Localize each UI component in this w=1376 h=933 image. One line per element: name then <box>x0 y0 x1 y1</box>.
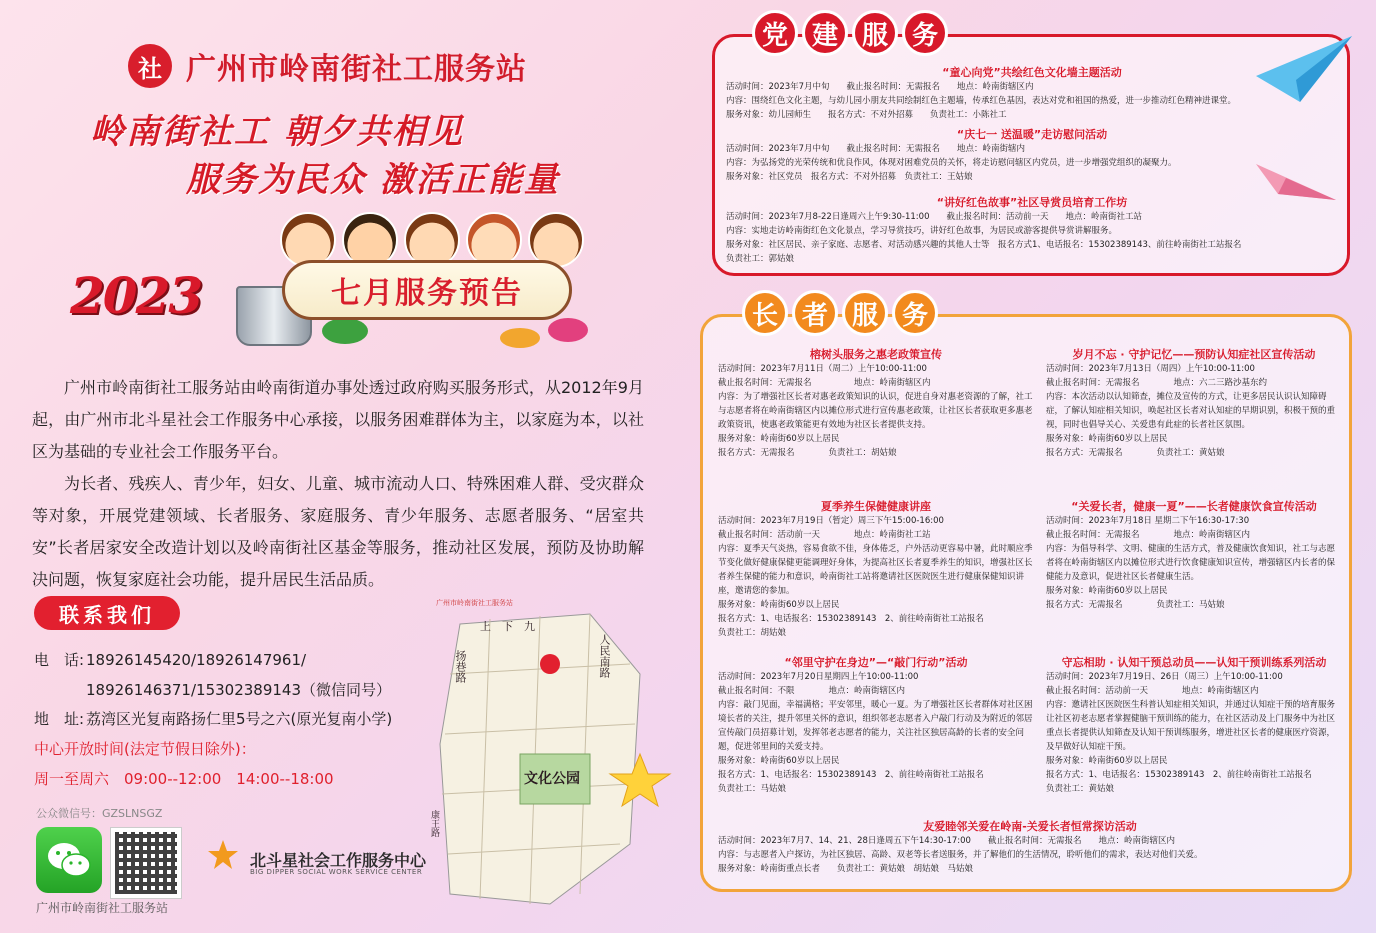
opening-hours: 周一至周六 09:00--12:00 14:00--18:00 <box>34 770 334 788</box>
activity-line: 活动时间：2023年7月13日（周四）上午10:00-11:00 <box>1046 364 1255 374</box>
activity-line: 服务对象：岭南街60岁以上居民 <box>718 756 840 766</box>
activity-title: 守忘相助 · 认知干预总动员——认知干预训练系列活动 <box>1061 656 1327 669</box>
activity-line: 服务对象：幼儿园师生 报名方式：不对外招募 负责社工：小陈社工 <box>726 110 1007 120</box>
intro-text <box>32 372 644 596</box>
address-label: 地 址: <box>34 710 85 728</box>
contact-title: 联系我们 <box>34 596 180 630</box>
elder-activity-right-2 <box>1046 498 1342 612</box>
activity-line: 活动时间：2023年7月20日星期四上午10:00-11:00 <box>718 672 919 682</box>
activity-line: 服务对象：岭南街60岁以上居民 <box>718 600 840 610</box>
activity-line: 截止报名时间：不限 地点：岭南街辖区内 <box>718 686 906 696</box>
activity-line: 活动时间：2023年7月19日（暂定）周三下午15:00-16:00 <box>718 516 944 526</box>
elder-head-char: 服 <box>842 290 888 336</box>
activity-line: 负责社工：胡姑娘 <box>718 628 787 638</box>
party-activity-1 <box>726 64 1338 122</box>
map-title: 广州市岭南街社工服务站 <box>436 599 513 607</box>
activity-line: 报名方式：1、电话报名：15302389143 2、前往岭南街社工站报名 <box>1046 770 1312 780</box>
elder-activity-left-2 <box>718 498 1034 640</box>
slogan-line-2: 服务为民众 激活正能量 <box>186 160 560 200</box>
activity-line: 截止报名时间：活动前一天 地点：岭南街社工站 <box>718 530 931 540</box>
activity-line: 内容：围绕红色文化主题，与幼儿园小朋友共同绘制红色主题墙，传承红色基因，表达对党和祖国的热爱，进一步推动红色精神进课堂。 <box>726 96 1237 106</box>
activity-line: 报名方式：1、电话报名：15302389143 2、前往岭南街社工站报名 <box>718 770 984 780</box>
elder-activity-right-1 <box>1046 346 1342 460</box>
activity-title: “童心向党”共绘红色文化墙主题活动 <box>942 66 1122 79</box>
map-label-park: 文化公园 <box>524 771 580 787</box>
month-banner: 七月服务预告 <box>282 260 572 320</box>
activity-line: 服务对象：岭南街60岁以上居民 <box>1046 756 1168 766</box>
activity-line: 活动时间：2023年7月7、14、21、28日逢周五下午14:30-17:00 截止报名时间：无需报名 地点：岭南街辖区内 <box>718 836 1175 846</box>
activity-line: 内容：本次活动以认知筛查，摊位及宣传的方式，让更多居民认识认知障碍症，了解认知症相关知识，唤起社区长者对认知症的早期识别，积极干预的重视，同时也倡导关心、关爱患有此症的长者社区氛围。 <box>1046 392 1336 430</box>
activity-line: 负责社工：郭姑娘 <box>726 254 795 264</box>
phone-numbers-2: 18926146371/15302389143（微信同号） <box>86 681 392 699</box>
activity-title: “邻里守护在身边”—“敲门行动”活动 <box>784 656 968 669</box>
elder-activity-left-3 <box>718 654 1034 796</box>
activity-line: 内容：与志愿者入户探访，为社区独居、高龄、双老等长者送服务，并了解他们的生活情况，聆听他们的需求，表达对他们关爱。 <box>718 850 1203 860</box>
activity-line: 截止报名时间：活动前一天 地点：岭南街辖区内 <box>1046 686 1259 696</box>
party-head-char: 党 <box>752 10 798 56</box>
elder-activity-right-3 <box>1046 654 1342 796</box>
activity-line: 截止报名时间：无需报名 地点：六二三路沙基东约 <box>1046 378 1268 388</box>
opening-hours-label: 中心开放时间(法定节假日除外)： <box>34 740 256 758</box>
activity-line: 活动时间：2023年7月19日、26日（周三）上午10:00-11:00 <box>1046 672 1283 682</box>
activity-line: 报名方式：1、电话报名：15302389143 2、前往岭南街社工站报名 <box>718 614 984 624</box>
elder-activity-left-1 <box>718 346 1034 460</box>
activity-line: 内容：敲门见面，幸福满格；平安邻里，暖心一夏。为了增强社区长者群体对社区困境长者的关注，提升邻里关怀的意识，组织邻老志愿者入户敲门行动及为附近的邻居宣传敲门员招募计划，发挥邻老志愿者的能力，关注社区独居高龄的长者的安全问题，促进邻里间的关爱支持。 <box>718 700 1033 752</box>
activity-line: 服务对象：社区居民、亲子家庭、志愿者、对活动感兴趣的其他人士等 报名方式1、电话报名：15302389143、前往岭南街社工站报名 <box>726 240 1242 250</box>
activity-title: 榕树头服务之惠老政策宣传 <box>810 348 942 361</box>
elder-service-heading <box>742 290 938 336</box>
activity-line: 活动时间：2023年7月8-22日逢周六上午9:30-11:00 截止报名时间：活动前一天 地点：岭南街社工站 <box>726 212 1142 222</box>
activity-line: 服务对象：岭南街重点长者 负责社工：黄姑娘 胡姑娘 马姑娘 <box>718 864 974 874</box>
map-label-ren: 人民南路 <box>598 634 611 678</box>
location-map <box>430 594 690 914</box>
map-label-side: 康王路 <box>429 810 439 837</box>
activity-title: 友爱睦邻关爱在岭南-关爱长者恒常探访活动 <box>923 820 1137 833</box>
phone-label: 电 话: <box>34 651 85 669</box>
activity-line: 截止报名时间：无需报名 地点：岭南街辖区内 <box>1046 530 1251 540</box>
phone-numbers-1: 18926145420/18926147961/ <box>86 651 307 669</box>
slogan-line-1: 岭南街社工 朝夕共相见 <box>90 112 464 152</box>
intro-paragraph-2: 为长者、残疾人、青少年，妇女、儿童、城市流动人口、特殊困难人群、受灾群众等对象，开展党建领域、长者服务、家庭服务、青少年服务、志愿者服务、“居室共安”长者居家安全改造计划以及岭南街社区基金等服务，推动社区发展，预防及协助解决问题，恢复家庭社会功能，提升居民生活品质。 <box>32 474 644 589</box>
activity-line: 报名方式：无需报名 负责社工：胡姑娘 <box>718 448 897 458</box>
map-label-yang: 扬巷路 <box>454 650 467 683</box>
address: 荔湾区光复南路扬仁里5号之六(原光复南小学) <box>86 710 393 728</box>
intro-paragraph-1: 广州市岭南街社工服务站由岭南街道办事处透过政府购买服务形式，从2012年9月起，由广州市北斗星社会工作服务中心承接，以服务困难群体为主，以家庭为本，以社区为基础的专业社会工作服务平台。 <box>32 378 644 461</box>
activity-line: 内容：邀请社区医院医生科普认知症相关知识，并通过认知症干预的培育服务让社区初老志愿者掌握健脑干预训练的能力，在社区活动及上门服务中为社区重点长者提供认知筛查及认知干预训练服务，增进社区长者的健康医疗资源，及早做好认知症干预。 <box>1046 700 1336 752</box>
party-activity-3 <box>726 194 1338 266</box>
activity-line: 负责社工：黄姑娘 <box>1046 784 1115 794</box>
paper-plane-icon <box>1256 150 1336 202</box>
activity-line: 内容：为倡导科学、文明、健康的生活方式，普及健康饮食知识，社工与志愿者将在岭南街辖区内以摊位形式进行饮食健康知识宣传，增强辖区内长者的保健能力及意识，促进社区长者健康生活。 <box>1046 544 1336 582</box>
activity-title: “庆七一 送温暖”走访慰问活动 <box>956 128 1108 141</box>
paper-plane-icon <box>1256 36 1352 106</box>
party-head-char: 建 <box>802 10 848 56</box>
activity-title: “关爱长者，健康一夏”——长者健康饮食宣传活动 <box>1071 500 1317 513</box>
map-label-upper: 上 下 九 <box>480 620 535 633</box>
activity-line: 服务对象：岭南街60岁以上居民 <box>718 434 840 444</box>
activity-line: 内容：为弘扬党的光荣传统和优良作风，体现对困难党员的关怀，将走访慰问辖区内党员，进一步增强党组织的凝聚力。 <box>726 158 1177 168</box>
elder-head-char: 务 <box>892 290 938 336</box>
wechat-account: 公众微信号：GZSLNSGZ <box>36 807 163 820</box>
wechat-icon <box>36 827 102 893</box>
activity-title: 夏季养生保健健康讲座 <box>821 500 931 513</box>
party-head-char: 服 <box>852 10 898 56</box>
activity-title: 岁月不忘 · 守护记忆——预防认知症社区宣传活动 <box>1072 348 1316 361</box>
org-title: 广州市岭南街社工服务站 <box>186 52 527 87</box>
activity-line: 内容：实地走访岭南街红色文化景点，学习导赏技巧，讲好红色故事，为居民或游客提供导赏讲解服务。 <box>726 226 1118 236</box>
activity-title: “讲好红色故事”社区导赏员培育工作坊 <box>936 196 1128 209</box>
org-logo: 社 <box>128 44 172 88</box>
activity-line: 内容：夏季天气炎热，容易食欲不佳，身体倦乏，户外活动更容易中暑，此时顺应季节变化做好健康保健更能调理好身体，为提高社区长者夏季养生的知识，增强社区长者养生保健的能力和意识，岭南街社工站将邀请社区医院医生进行健康保健知识讲座，邀请您的参加。 <box>718 544 1033 596</box>
year-title: 2023 <box>70 266 202 325</box>
paint-splash-icon <box>322 318 368 344</box>
paint-splash-icon <box>548 318 588 342</box>
center-name-en: BIG DIPPER SOCIAL WORK SERVICE CENTER <box>250 868 423 876</box>
activity-line: 服务对象：岭南街60岁以上居民 <box>1046 434 1168 444</box>
party-head-char: 务 <box>902 10 948 56</box>
activity-line: 活动时间：2023年7月11日（周二）上午10:00-11:00 <box>718 364 927 374</box>
elder-head-char: 长 <box>742 290 788 336</box>
qr-code <box>110 827 182 899</box>
activity-line: 报名方式：无需报名 负责社工：黄姑娘 <box>1046 448 1225 458</box>
activity-line: 活动时间：2023年7月中旬 截止报名时间：无需报名 地点：岭南街辖区内 <box>726 82 1034 92</box>
activity-line: 内容：为了增强社区长者对惠老政策知识的认识，促进自身对惠老资源的了解，社工与志愿者将在岭南街辖区内以摊位形式进行宣传惠老政策，让社区长者获取更多惠老政策资讯，使惠老政策能更有效地为社区长者提供支持。 <box>718 392 1033 430</box>
activity-line: 服务对象：社区党员 报名方式：不对外招募 负责社工：王姑娘 <box>726 172 973 182</box>
elder-activity-bottom <box>718 818 1342 876</box>
activity-line: 活动时间：2023年7月中旬 截止报名时间：无需报名 地点：岭南街辖内 <box>726 144 1026 154</box>
activity-line: 活动时间：2023年7月18日 星期二下午16:30-17:30 <box>1046 516 1250 526</box>
center-name: 北斗星社会工作服务中心 <box>250 851 427 870</box>
big-dipper-logo-icon <box>206 838 240 872</box>
paint-splash-icon <box>500 328 540 348</box>
party-service-heading <box>752 10 948 56</box>
elder-head-char: 者 <box>792 290 838 336</box>
activity-line: 负责社工：马姑娘 <box>718 784 787 794</box>
activity-line: 报名方式：无需报名 负责社工：马姑娘 <box>1046 600 1225 610</box>
activity-line: 截止报名时间：无需报名 地点：岭南街辖区内 <box>718 378 931 388</box>
party-activity-2 <box>726 126 1338 184</box>
qr-caption: 广州市岭南街社工服务站 <box>36 901 169 915</box>
activity-line: 服务对象：岭南街60岁以上居民 <box>1046 586 1168 596</box>
